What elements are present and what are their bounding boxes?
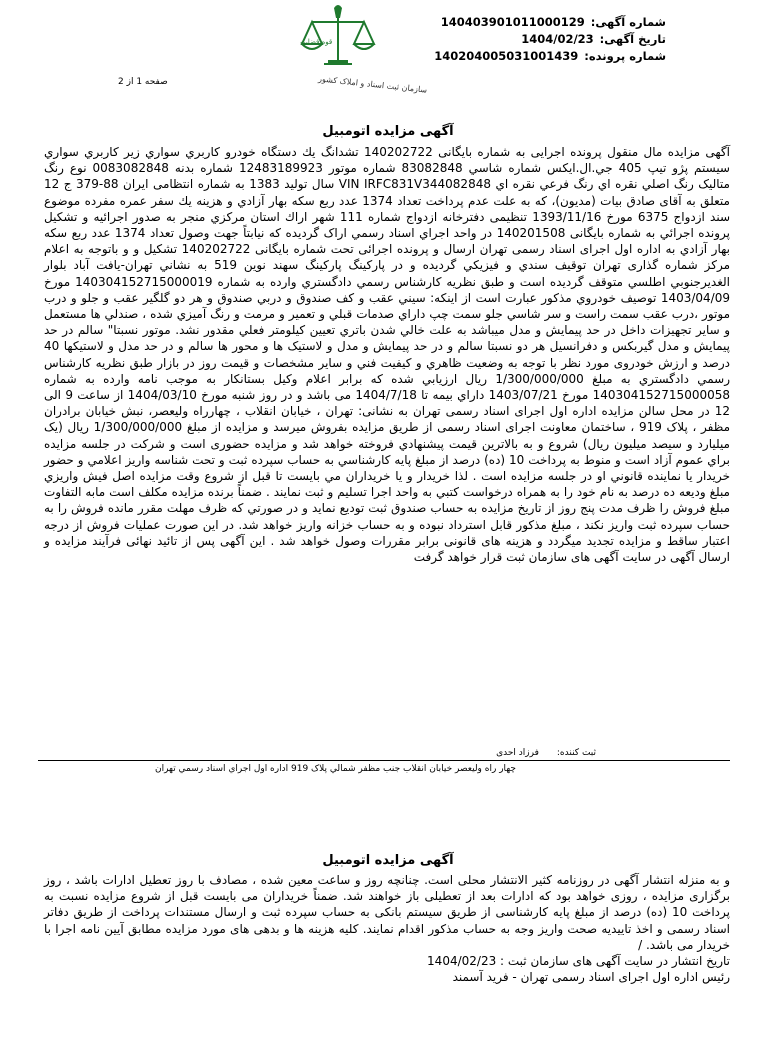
section2-body <box>44 872 730 985</box>
registrar-info <box>496 748 596 758</box>
section1-title: آگهی مزایده اتومبیل <box>322 124 454 139</box>
section1-body <box>44 144 730 565</box>
ad-date-label: تاریخ آگهی: <box>599 32 666 46</box>
section2-title: آگهی مزایده اتومبیل <box>322 853 454 868</box>
page-number: صفحه 1 از 2 <box>118 77 168 87</box>
publish-date-line: تاریخ انتشار در سایت آگهی های سازمان ثبت : 1404/02/23 <box>427 954 730 969</box>
registrar-name: فرزاد احدی <box>496 748 539 758</box>
ad-number: 140403901011000129 <box>440 15 585 29</box>
case-number: 140204005031001439 <box>434 49 579 63</box>
ad-number-label: شماره آگهی: <box>590 15 666 29</box>
divider-line <box>38 760 730 761</box>
ad-date: 1404/02/23 <box>521 32 594 46</box>
registrar-address: چهار راه وليعصر خيابان انقلاب جنب مظفر شمالي پلاک 919 اداره اول اجراي اسناد رسمي تهران <box>154 764 516 774</box>
section2-paragraph: و به منزله انتشار آگهی در روزنامه کثیر الانتشار محلی است. چنانچه روز و ساعت معین شده ، مصادف با روز تعطیل ادارات باشد ، روز برگزاری مزایده ، روزی خواهد بود که ادارات بعد از تعطیلی باز خواهند شد. ضمناً خریداران می بایست قبل از شروع مزایده نسبت به پرداخت 10 (ده) درصد از مبلغ پایه کارشناسی از طریق سیستم بانکی به حساب سپرده ثبت و ارسال مستندات پرداخت از طریق دفاتر اسناد رسمی و اخذ تاییدیه صحت واریز وجه به حساب مذکور اقدام نمایند. کلیه هزینه ها و بدهی های مورد مزایده مطابق آیین نامه اجرا با خریدار می باشد. / <box>44 873 730 952</box>
section1-paragraph: آگهی مزایده مال منقول پرونده اجرایی به شماره بایگانی 140202722 تشدانگ یك دستگاه خودرو کاربري سواري زير کاربري سواري سيستم پژو تيپ 405 جي.ال.ايكس شماره شاسي 83082848 شماره موتور 12483189923 شماره بدنه 0083082848 نوع رنگ متاليک رنگ اصلي نقره اي رنگ فرعي نقره اي VIN IRFC831V344082848 سال توليد 1383 به شماره انتظامی ایران 88-379 ج 12 متعلق به آقای صادق بیات (مدیون)، که به علت عدم پرداخت تعداد 1374 عدد ربع سکه بهار آزادي و هزينه يك سفر عمره مفرده موضوع سند ازدواج 6375 مورخ 1393/11/16 تنظیمی دفترخانه ازدواج شماره 111 شهر اراك استان مرکزي منجر به صدور اجرائيه و تشكيل پرونده اجرائي به شماره بایگانی 140201508 در واحد اجراي اسناد رسمي اراک گردیده كه نيابتاً جهت وصول تعداد 1374 عدد ربع سكه بهار آزادي به اداره اول اجرای اسناد رسمی تهران ارسال و پرونده اجرائی تحت شماره بایگانی 140202722 تشکیل و و باتوجه به اعلام مرکز شماره گذاری تهران توقیف سندي و فيزيكي گرديده و در پاركينگ پاركينگ سهند نوين 519 به نشاني تهران-يافت آباد بلوار الغديرجنوبي اطلسي متوقف گرديده است و طبق نظريه كارشناس رسمي دادگستري وارده به شماره 140304152715000019 مورخ 1403/04/09 توصيف خودروي مذكور عبارت است از اينكه: سيني عقب و کف صندوق و دربي صندوق و هر دو گلگير عقب و جلو و درب موتور ،درب عقب سمت راست و سر شاسي جلو سمت چپ داراي صدمات قبلي و تعمير و مرمت و رنگ آميزي شده ، صندلي ها مستعمل و ساير تجهيزات داخل در حد پيمايش و مدل ميباشد به علت خالي شدن باتري تعيين كيلومتر فعلي مقدور نشد. موتور نسبتا" سالم در حد پيمايش و مدل گيربكس و دفرانسيل هر دو نسبتا سالم و در حد پيمايش و مدل و لاستيک ها و محور ها سالم و در حد مدل و لاستيکها 40 درصد و ارزش خودروی مورد نظر با توجه به وضعيت ظاهري و كيفيت فني و ساير مشخصات و قيمت روز در بازار طبق نظريه كارشناس رسمي دادگستري به مبلغ 1/300/000/000 ريال ارزيابي شده كه برابر اعلام وكيل بستانكار به موجب نامه وارده به شماره 140304152715000058 مورخ 1403/07/21 داراي بيمه تا 1404/7/18 می باشد و در روز شنبه مورخ 1404/03/10 از ساعت 9 الی 12 در محل سالن مزایده اداره اول اجرای اسناد رسمی تهران به نشانی: تهران ، خیابان انقلاب ، چهارراه ولیعصر، نبش خیابان برادران مظفر ، پلاک 919 ، ساختمان معاونت اجرای اسناد رسمی از طریق مزایده بفروش میرسد و مزایده از مبلغ 1/300/000/000 ريال (يک ميليارد و سيصد ميليون ريال) شروع و به بالاترين قيمت پيشنهادي فروخته خواهد شد و مزايده حضوری است و شرکت در جلسه مزايده براي عموم آزاد است و منوط به پرداخت 10 (ده) درصد از مبلغ پايه كارشناسي به حساب سپرده ثبت و تحت شناسه واريز اعلامي و حضور خريدار يا نماينده قانوني او در جلسه مزايده است . لذا خريدار و يا خريداران مي بايست تا قبل از شروع وقت مزايده اصل فيش واريزي مبلغ وديعه ده درصد به نام خود را به همراه درخواست کتبي به واحد اجرا تسليم و ثبت نمايند . ضمناً برنده مزایده مکلف است مابه التفاوت مبلغ فروش را ظرف مدت پنج روز از تاريخ مزايده به حساب صندوق ثبت توديع نمايد و در صورتي كه ظرف مهلت مقرر مانده فروش را به حساب سپرده ثبت واريز نكند ، مبلغ مذکور قابل استرداد نبوده و به حساب خزانه واريز خواهد شد. در این صورت عملیات فروش از درجه اعتبار ساقط و مزایده تجدید میگردد و هزینه های قانونی برابر مقررات وصول خواهد شد . این آگهی پس از تائید نهائی فرآیند مزایده و ارسال آگهی در سایت آگهی های سازمان ثبت قرار خواهد گرفت <box>44 145 731 565</box>
registrar-label: ثبت کننده: <box>556 748 596 758</box>
signature-line: رئیس اداره اول اجرای اسناد رسمی تهران - فرید آسمند <box>452 970 730 985</box>
ad-metadata <box>434 14 666 65</box>
org-top-label: قوه قضاییه <box>300 38 333 46</box>
org-name-label: سازمان ثبت اسناد و املاک کشور <box>317 74 428 95</box>
case-number-label: شماره پرونده: <box>584 49 666 63</box>
